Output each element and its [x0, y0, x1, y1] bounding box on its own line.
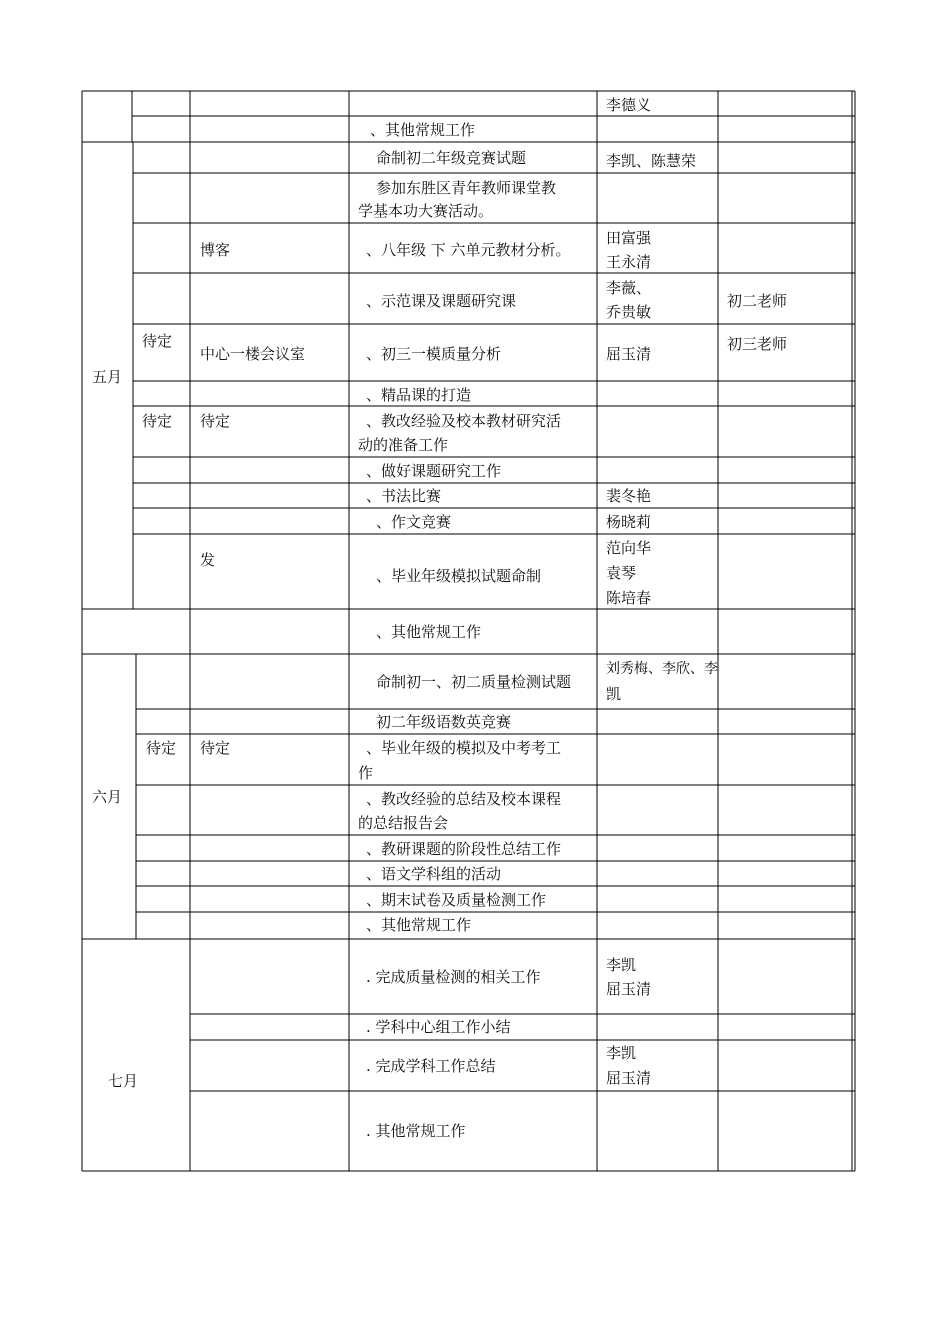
task-cell: 、精品课的打造	[366, 386, 472, 404]
person-cell: 屈玉清	[606, 980, 652, 998]
note-cell: 初二老师	[727, 292, 788, 310]
place-cell: 博客	[200, 241, 231, 259]
task-cell: 命制初一、初二质量检测试题	[376, 673, 572, 691]
task-cell: . 完成质量检测的相关工作	[366, 968, 541, 986]
person-cell: 李德义	[606, 96, 652, 114]
person-cell: 屈玉清	[606, 345, 652, 363]
task-cell: 、作文竞赛	[376, 513, 452, 531]
time-cell: 待定	[142, 332, 173, 350]
person-cell: 陈培春	[606, 589, 652, 607]
task-cell: 、教研课题的阶段性总结工作	[366, 840, 562, 858]
task-cell: 、初三一模质量分析	[366, 345, 502, 363]
task-cell: . 其他常规工作	[366, 1122, 466, 1140]
person-cell: 袁琴	[606, 564, 637, 582]
task-cell: 、语文学科组的活动	[366, 865, 502, 883]
task-cell: 、其他常规工作	[370, 121, 476, 139]
month-july: 七月	[108, 1072, 139, 1090]
task-cell: 、教改经验的总结及校本课程	[366, 790, 562, 808]
task-cell: 、其他常规工作	[366, 916, 472, 934]
task-cell: 学基本功大赛活动。	[358, 202, 494, 220]
place-cell: 中心一楼会议室	[200, 345, 306, 363]
task-cell: 、教改经验及校本教材研究活	[366, 412, 562, 430]
task-cell: 、做好课题研究工作	[366, 462, 502, 480]
task-cell: 、其他常规工作	[376, 623, 482, 641]
person-cell: 李凯	[606, 956, 637, 974]
person-cell: 李凯	[606, 1044, 637, 1062]
task-cell: 、毕业年级模拟试题命制	[376, 567, 542, 585]
task-cell: 、毕业年级的模拟及中考考工	[366, 739, 562, 757]
person-cell: 李薇、	[606, 279, 652, 297]
month-june: 六月	[92, 788, 123, 806]
person-cell: 杨晓莉	[606, 513, 652, 531]
task-cell: 命制初二年级竞赛试题	[376, 149, 527, 167]
task-cell: 初二年级语数英竞赛	[376, 713, 512, 731]
person-cell: 李凯、陈慧荣	[606, 152, 697, 170]
task-cell: 参加东胜区青年教师课堂教	[376, 179, 557, 197]
task-cell: 、期末试卷及质量检测工作	[366, 891, 547, 909]
person-cell: 乔贵敏	[606, 303, 652, 321]
time-cell: 待定	[146, 739, 177, 757]
place-cell: 发	[200, 551, 216, 569]
person-cell: 刘秀梅、李欣、李	[606, 661, 718, 677]
person-cell: 屈玉清	[606, 1069, 652, 1087]
task-cell: 、八年级 下 六单元教材分析。	[366, 241, 571, 259]
task-cell: . 学科中心组工作小结	[366, 1018, 511, 1036]
person-cell: 王永清	[606, 253, 652, 271]
person-cell: 裴冬艳	[606, 487, 652, 505]
person-cell: 凯	[606, 685, 622, 703]
task-cell: 、书法比赛	[366, 487, 442, 505]
task-cell: . 完成学科工作总结	[366, 1057, 496, 1075]
place-cell: 待定	[200, 412, 231, 430]
task-cell: 动的准备工作	[358, 436, 449, 454]
task-cell: 、示范课及课题研究课	[366, 292, 517, 310]
note-cell: 初三老师	[727, 335, 788, 353]
time-cell: 待定	[142, 412, 173, 430]
task-cell: 作	[358, 764, 374, 782]
person-cell: 田富强	[606, 229, 652, 247]
person-cell: 范向华	[606, 539, 652, 557]
place-cell: 待定	[200, 739, 231, 757]
month-may: 五月	[92, 368, 123, 386]
task-cell: 的总结报告会	[358, 814, 449, 832]
